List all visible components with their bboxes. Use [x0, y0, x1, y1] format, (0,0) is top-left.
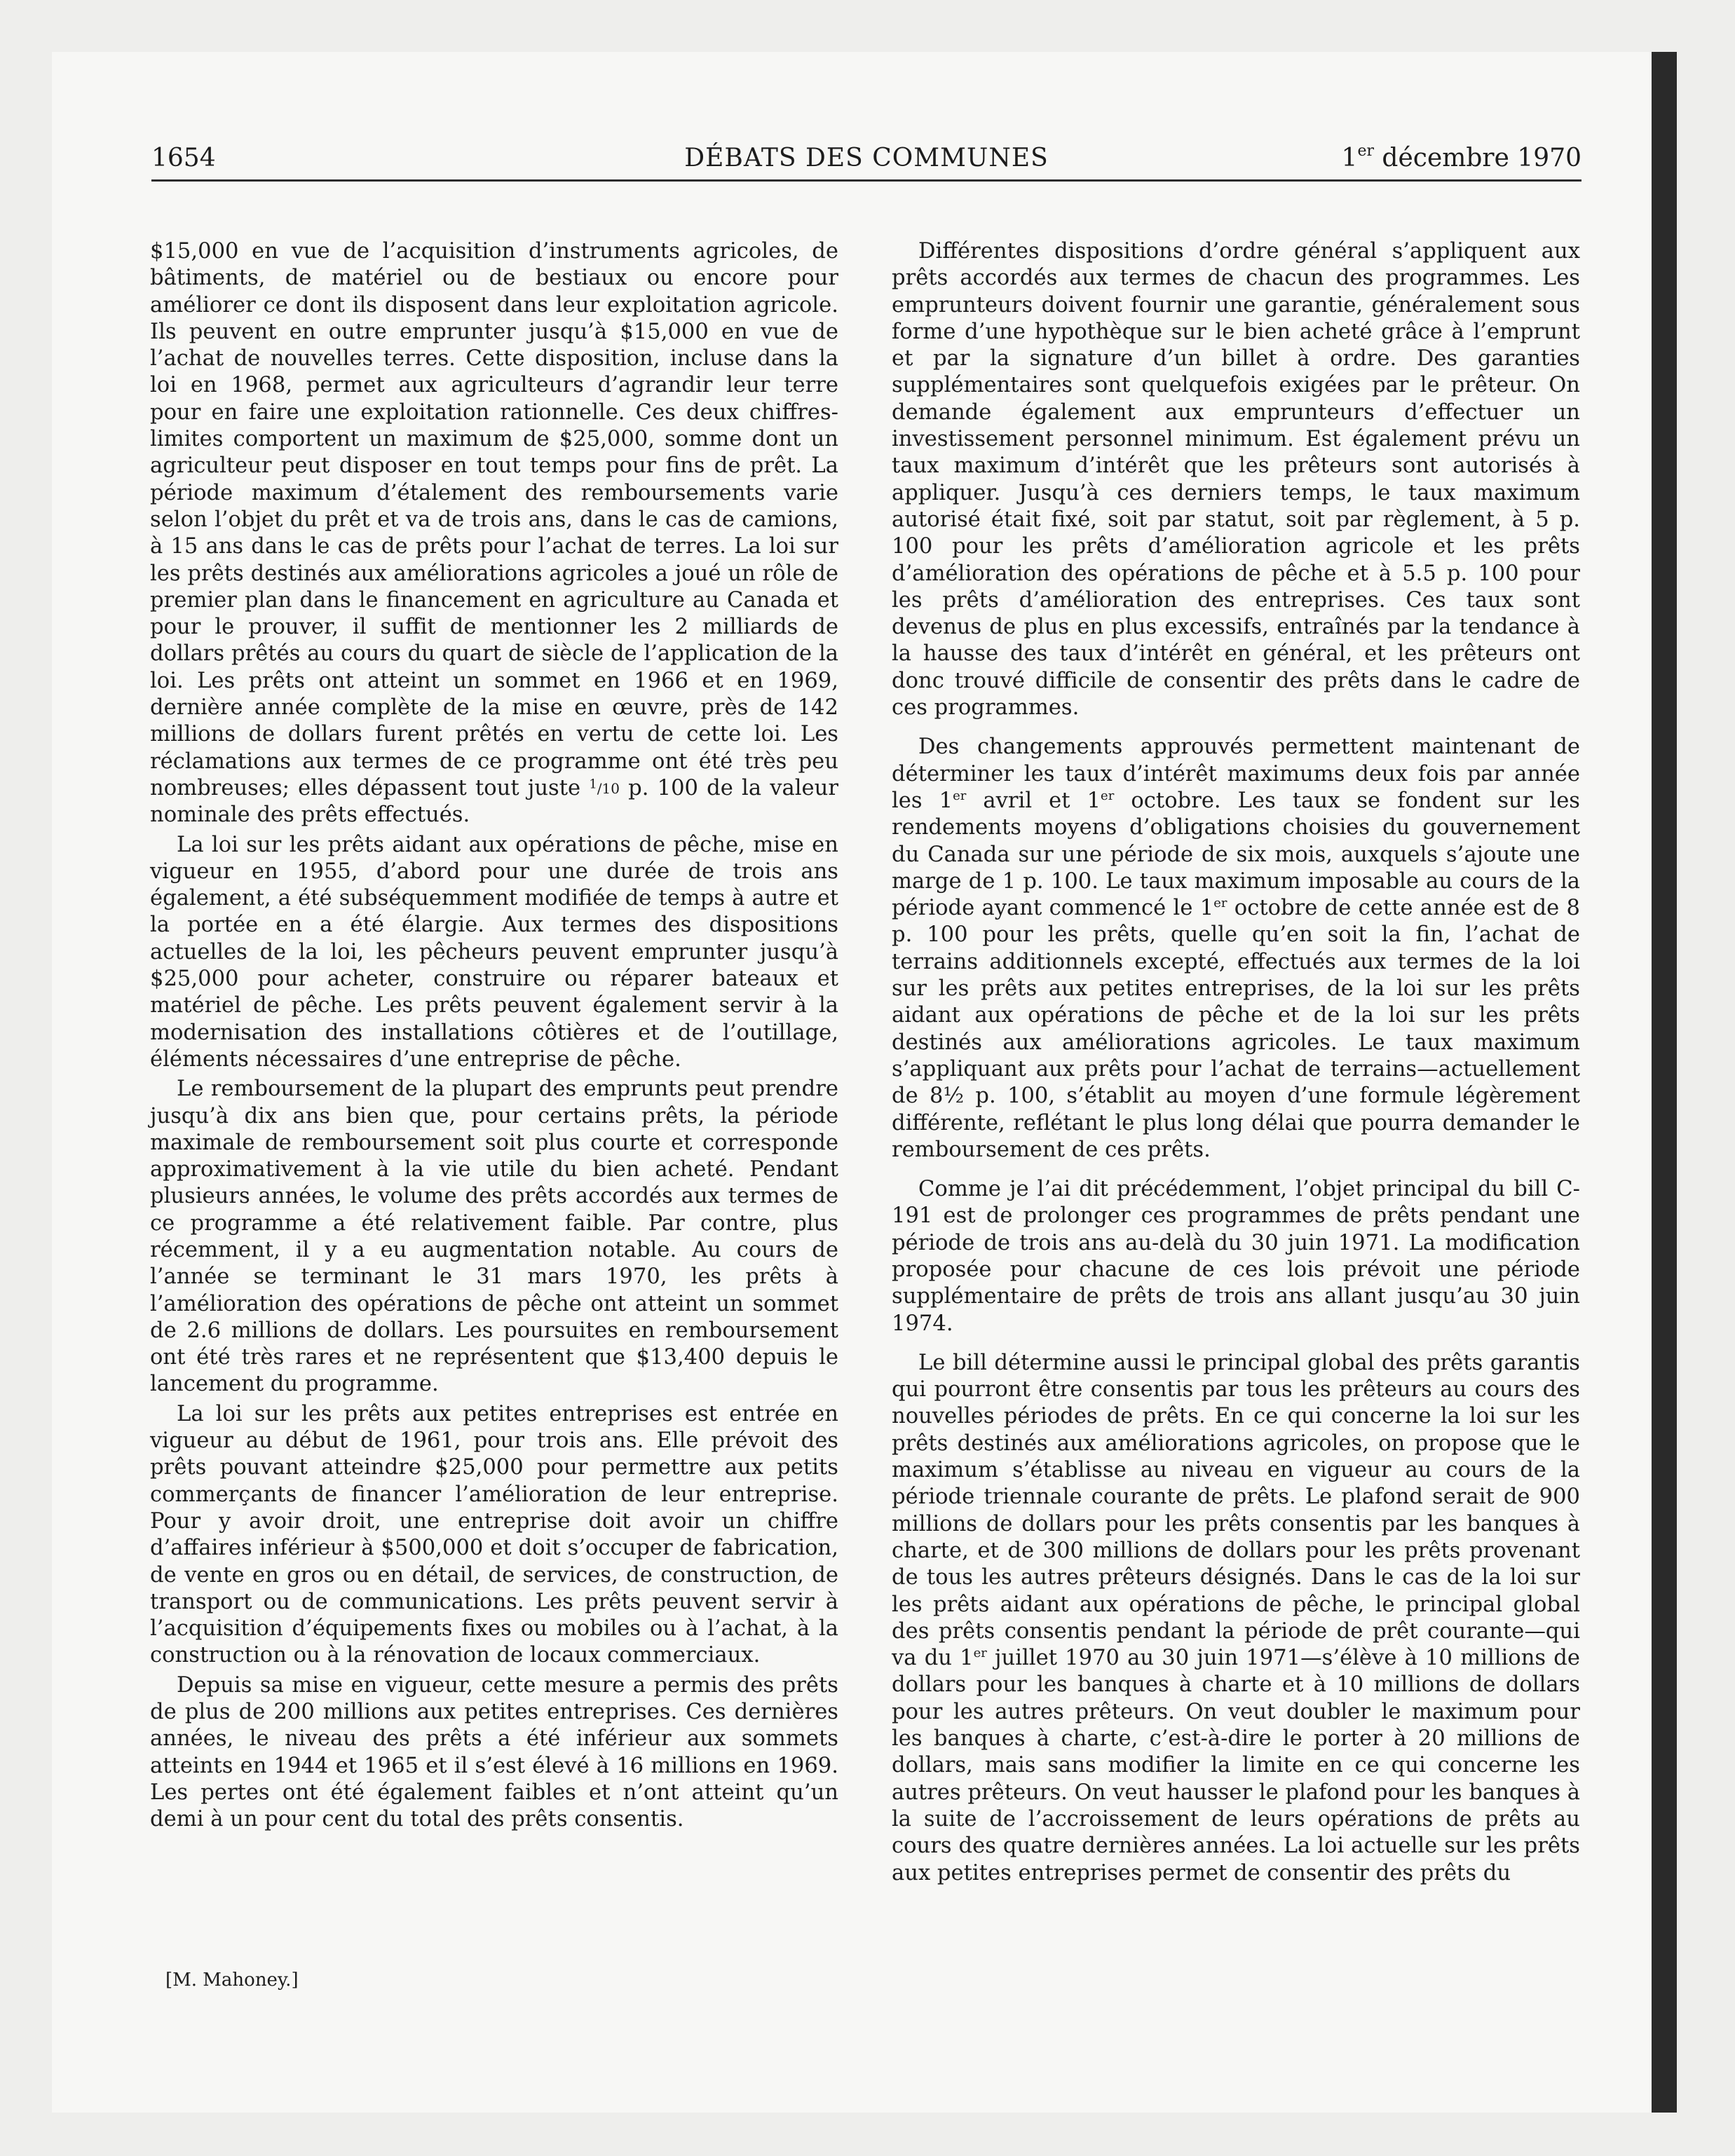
paragraph: Le bill détermine aussi le principal global des prêts garantis qui pourront être consentis par tous les prêteurs au cours des nouvelles périodes de prêts. En ce qui concerne la loi sur les prêts destinés aux améliorations agricoles, on propose que le maximum s’établisse au niveau en vigueur au cours de la période triennale courante de prêts. Le plafond serait de 900 millions de dollars pour les prêts consentis par les banques à charte, et de 300 millions de dollars pour les prêts provenant de tous les autres prêteurs désignés. Dans le cas de la loi sur les prêts aidant aux opérations de pêche, le principal global des prêts consentis pendant la période de prêt courante—qui va du 1er juillet 1970 au 30 juin 1971—s’élève à 10 millions de dollars pour les banques à charte et à 10 millions de dollars pour les autres prêteurs. On veut doubler le maximum pour les banques à charte, c’est-à-dire le porter à 20 millions de dollars, mais sans modifier la limite en ce qui concerne les autres prêteurs. On veut hausser le plafond pour les banques à la suite de l’accroissement de leurs opérations de prêts au cours des quatre dernières années. La loi actuelle sur les prêts aux petites entreprises permet de consentir des prêts du	[892, 1350, 1580, 1885]
paragraph: La loi sur les prêts aux petites entreprises est entrée en vigueur au début de 1961, pour trois ans. Elle prévoit des prêts pouvant atteindre $25,000 pour permettre aux petits commerçants de financer l’amélioration de leur entreprise. Pour y avoir droit, une entreprise doit avoir un chiffre d’affaires inférieur à $500,000 et doit s’occuper de fabrication, de vente en gros ou en détail, de services, de construction, de transport ou de communications. Les prêts peuvent servir à l’acquisition d’équipements fixes ou mobiles ou à l’achat, à la construction ou à la rénovation de locaux commerciaux.	[150, 1401, 838, 1668]
scan-edge	[1652, 52, 1677, 2113]
left-column	[150, 238, 838, 1834]
page-date: 1er décembre 1970	[1341, 142, 1581, 172]
paragraph: Différentes dispositions d’ordre général s’appliquent aux prêts accordés aux termes de chacun des programmes. Les emprunteurs doivent fournir une garantie, généralement sous forme d’une hypothèque sur le bien acheté grâce à l’emprunt et par la signature d’un billet à ordre. Des garanties supplémentaires sont quelquefois exigées par le prêteur. On demande également aux emprunteurs d’effectuer un investissement personnel minimum. Est également prévu un taux maximum d’intérêt que les prêteurs sont autorisés à appliquer. Jusqu’à ces derniers temps, le taux maximum autorisé était fixé, soit par statut, soit par règlement, à 5 p. 100 pour les prêts d’amélioration agricole et les prêts d’amélioration des opérations de pêche et à 5.5 p. 100 pour les prêts d’amélioration des entreprises. Ces taux sont devenus de plus en plus excessifs, entraînés par la tendance à la hausse des taux d’intérêt en général, et les prêteurs ont donc trouvé difficile de consentir des prêts dans le cadre de ces programmes.	[892, 239, 1580, 721]
speaker-signoff: [M. Mahoney.]	[165, 1970, 299, 1991]
paragraph: Des changements approuvés permettent maintenant de déterminer les taux d’intérêt maximums deux fois par année les 1er avril et 1er octobre. Les taux se fondent sur les rendements moyens d’obligations choisies du gouvernement du Canada sur une période de six mois, auxquels s’ajoute une marge de 1 p. 100. Le taux maximum imposable au cours de la période ayant commencé le 1er octobre de cette année est de 8 p. 100 pour les prêts, quelle qu’en soit la fin, l’achat de terrains additionnels excepté, effectués aux termes de la loi sur les prêts aux petites entreprises, de la loi sur les prêts aidant aux opérations de pêche et de la loi sur les prêts destinés aux améliorations agricoles. Le taux maximum s’appliquant aux prêts pour l’achat de terrains—actuellement de 8½ p. 100, s’établit au moyen d’une formule légèrement différente, reflétant le plus long délai que pourra demander le remboursement de ces prêts.	[892, 735, 1581, 1162]
paragraph: Le remboursement de la plupart des emprunts peut prendre jusqu’à dix ans bien que, pour certains prêts, la période maximale de remboursement soit plus courte et corresponde approximativement à la vie utile du bien acheté. Pendant plusieurs années, le volume des prêts accordés aux termes de ce programme a été relativement faible. Par contre, plus récemment, il y a eu augmentation notable. Au cours de l’année se terminant le 31 mars 1970, les prêts à l’amélioration des opérations de pêche ont atteint un sommet de 2.6 millions de dollars. Les poursuites en remboursement ont été très rares et ne représentent que $13,400 depuis le lancement du programme.	[150, 1077, 838, 1397]
page-header	[151, 139, 1581, 178]
paragraph: La loi sur les prêts aidant aux opérations de pêche, mise en vigueur en 1955, d’abord pour une durée de trois ans également, a été subséquemment modifiée de temps à autre et la portée en a été élargie. Aux termes des dispositions actuelles de la loi, les pêcheurs peuvent emprunter jusqu’à $25,000 pour acheter, construire ou réparer bateaux et matériel de pêche. Les prêts peuvent également servir à la modernisation des installations côtières et de l’outillage, éléments nécessaires d’une entreprise de pêche.	[150, 832, 838, 1072]
paragraph: $15,000 en vue de l’acquisition d’instruments agricoles, de bâtiments, de matériel ou de bestiaux ou encore pour améliorer ce dont ils disposent dans leur exploitation agricole. Ils peuvent en outre emprunter jusqu’à $15,000 en vue de l’achat de nouvelles terres. Cette disposition, incluse dans la loi en 1968, permet aux agriculteurs d’agrandir leur terre pour en faire une exploitation rationnelle. Ces deux chiffres-limites comportent un maximum de $25,000, somme dont un agriculteur peut disposer en tout temps pour fins de prêt. La période maximum d’étalement des remboursements varie selon l’objet du prêt et va de trois ans, dans le cas de camions, à 15 ans dans le cas de prêts pour l’achat de terres. La loi sur les prêts destinés aux améliorations agricoles a joué un rôle de premier plan dans le financement en agriculture au Canada et pour le prouver, il suffit de mentionner les 2 milliards de dollars prêtés au cours du quart de siècle de l’application de la loi. Les prêts ont atteint un sommet en 1966 et en 1969, dernière année complète de la mise en œuvre, près de 142 millions de dollars furent prêtés en vertu de cette loi. Les réclamations aux termes de ce programme ont été très peu nombreuses; elles dépassent tout juste $^1$/10 p. 100 de la valeur nominale des prêts effectués.	[150, 239, 838, 828]
header-rule	[151, 179, 1581, 182]
paragraph: Comme je l’ai dit précédemment, l’objet principal du bill C-191 est de prolonger ces programmes de prêts pendant une période de trois ans au-delà du 30 juin 1971. La modification proposée pour chacune de ces lois prévoit une période supplémentaire de prêts de trois ans allant jusqu’au 30 juin 1974.	[892, 1177, 1580, 1336]
journal-title: DÉBATS DES COMMUNES	[684, 144, 1049, 172]
right-column	[892, 238, 1580, 1887]
fraction: $^1$/10	[589, 777, 620, 797]
paragraph: Depuis sa mise en vigueur, cette mesure a permis des prêts de plus de 200 millions aux petites entreprises. Ces dernières années, le niveau des prêts a été inférieur aux sommets atteints en 1944 et 1965 et il s’est élevé à 16 millions en 1969. Les pertes ont été également faibles et n’ont atteint qu’un demi à un pour cent du total des prêts consentis.	[150, 1672, 838, 1832]
page-number: 1654	[151, 144, 216, 172]
